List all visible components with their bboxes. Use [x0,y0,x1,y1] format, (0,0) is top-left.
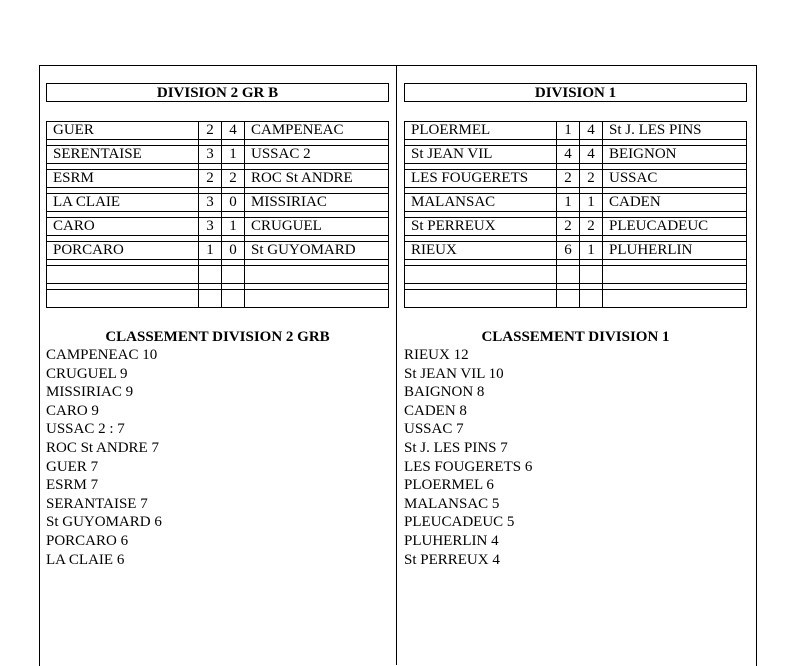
home-score: 1 [557,194,580,212]
standings-entry: CRUGUEL 9 [46,365,128,382]
home-score: 2 [557,170,580,188]
away-score: 4 [580,122,603,140]
standings-entry: St PERREUX 4 [404,551,500,568]
away-score: 1 [222,218,245,236]
away-team: CADEN [603,194,747,212]
home-score: 2 [199,122,222,140]
standings-entry: St GUYOMARD 6 [46,514,162,531]
home-team: St PERREUX [405,218,557,236]
match-row [405,122,747,140]
home-team: MALANSAC [405,194,557,212]
away-score: 1 [580,242,603,260]
match-row [405,170,747,188]
match-row [47,194,389,212]
standings-entry: PLUHERLIN 4 [404,532,499,549]
match-row [405,194,747,212]
empty-match-row [47,290,389,308]
home-score: 6 [557,242,580,260]
standings-entry: USSAC 2 : 7 [46,421,125,438]
standings [46,328,389,569]
standings-entry: PORCARO 6 [46,532,129,549]
division-title: DIVISION 1 [404,83,747,102]
away-team: St GUYOMARD [245,242,389,260]
match-row [405,146,747,164]
away-team: PLUHERLIN [603,242,747,260]
away-score: 0 [222,242,245,260]
standings-entry: St JEAN VIL 10 [404,365,504,382]
away-score: 1 [580,194,603,212]
away-team: ROC St ANDRE [245,170,389,188]
home-score: 1 [199,242,222,260]
match-row [47,242,389,260]
standings-entry: BAIGNON 8 [404,384,485,401]
home-score: 4 [557,146,580,164]
home-team: St JEAN VIL [405,146,557,164]
home-score: 3 [199,146,222,164]
column-divider [396,65,397,665]
match-row [47,146,389,164]
standings-entry: St J. LES PINS 7 [404,439,508,456]
away-team: BEIGNON [603,146,747,164]
away-team: St J. LES PINS [603,122,747,140]
away-score: 4 [580,146,603,164]
standings-entry: ESRM 7 [46,477,99,494]
home-team: SERENTAISE [47,146,199,164]
away-score: 0 [222,194,245,212]
standings-list [46,346,389,569]
home-team: CARO [47,218,199,236]
standings-entry: CADEN 8 [404,402,467,419]
home-team: GUER [47,122,199,140]
home-score: 2 [199,170,222,188]
standings-entry: LA CLAIE 6 [46,551,125,568]
match-row [47,122,389,140]
empty-match-row [405,266,747,284]
results-table [46,121,389,308]
home-team: LA CLAIE [47,194,199,212]
standings-entry: MALANSAC 5 [404,495,500,512]
standings-entry: SERANTAISE 7 [46,495,148,512]
away-score: 2 [580,170,603,188]
home-team: PLOERMEL [405,122,557,140]
standings-list [404,346,747,569]
away-team: CRUGUEL [245,218,389,236]
match-row [47,170,389,188]
home-team: ESRM [47,170,199,188]
match-row [47,218,389,236]
standings-entry: PLOERMEL 6 [404,477,494,494]
left-column [46,83,389,569]
away-team: USSAC 2 [245,146,389,164]
home-team: RIEUX [405,242,557,260]
standings-entry: LES FOUGERETS 6 [404,458,533,475]
home-score: 1 [557,122,580,140]
standings-entry: MISSIRIAC 9 [46,384,134,401]
away-score: 2 [222,170,245,188]
standings-title: CLASSEMENT DIVISION 1 [481,329,670,345]
home-score: 3 [199,194,222,212]
away-team: MISSIRIAC [245,194,389,212]
home-team: PORCARO [47,242,199,260]
match-row [405,242,747,260]
results-table [404,121,747,308]
away-team: USSAC [603,170,747,188]
empty-match-row [47,266,389,284]
away-team: PLEUCADEUC [603,218,747,236]
away-score: 1 [222,146,245,164]
home-score: 3 [199,218,222,236]
standings-entry: ROC St ANDRE 7 [46,439,159,456]
away-team: CAMPENEAC [245,122,389,140]
standings-entry: USSAC 7 [404,421,464,438]
right-column [404,83,747,569]
standings-entry: PLEUCADEUC 5 [404,514,515,531]
standings-entry: CAMPENEAC 10 [46,347,158,363]
standings-entry: GUER 7 [46,458,99,475]
away-score: 4 [222,122,245,140]
empty-match-row [405,290,747,308]
standings-entry: CARO 9 [46,402,99,419]
standings [404,328,747,569]
home-team: LES FOUGERETS [405,170,557,188]
away-score: 2 [580,218,603,236]
match-row [405,218,747,236]
standings-title: CLASSEMENT DIVISION 2 GRB [105,329,330,345]
division-title: DIVISION 2 GR B [46,83,389,102]
home-score: 2 [557,218,580,236]
standings-entry: RIEUX 12 [404,347,469,363]
